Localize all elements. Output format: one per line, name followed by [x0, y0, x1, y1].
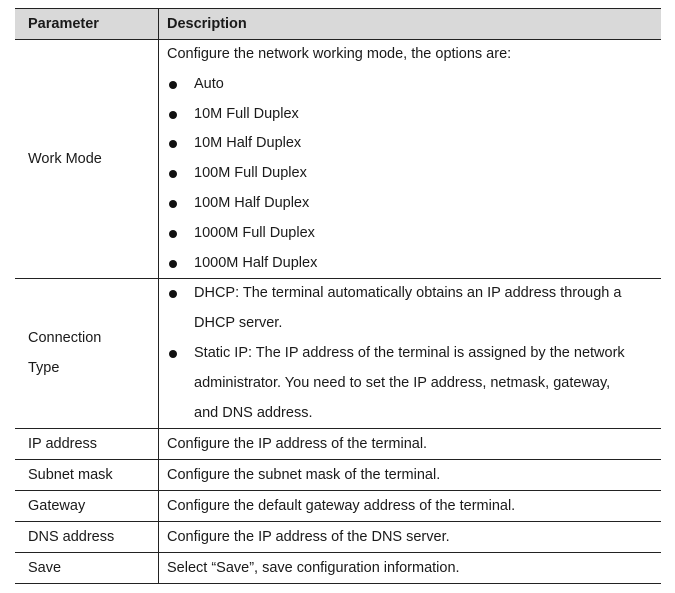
table-row: [15, 522, 661, 553]
list-item-dhcp-cont: DHCP server.: [194, 315, 283, 332]
param-cell: Save: [15, 553, 159, 584]
list-item: 100M Full Duplex: [167, 159, 661, 189]
list-item: 1000M Full Duplex: [167, 219, 661, 249]
table-row: [15, 553, 661, 584]
table-row: [15, 491, 661, 522]
desc-connection-type: [159, 279, 662, 429]
list-item-static: Static IP: The IP address of the terminal is assigned by the network: [167, 339, 661, 369]
list-item-static-cont: administrator. You need to set the IP address, netmask, gateway,: [194, 374, 611, 391]
desc-work-mode: [159, 40, 662, 279]
param-connection-line1: Connection: [28, 330, 102, 347]
list-item: 10M Half Duplex: [167, 129, 661, 159]
work-mode-intro: Configure the network working mode, the options are:: [167, 46, 512, 62]
table-row: [15, 460, 661, 491]
table-header-row: [15, 9, 661, 40]
table-row-connection-type: [15, 279, 661, 429]
list-item: 10M Full Duplex: [167, 100, 661, 130]
desc-cell: Configure the IP address of the DNS server.: [167, 529, 450, 546]
desc-cell: Select “Save”, save configuration information.: [167, 560, 460, 577]
list-item: 100M Half Duplex: [167, 189, 661, 219]
param-cell: Subnet mask: [15, 460, 159, 491]
header-parameter: Parameter: [15, 9, 159, 40]
param-connection-line2: Type: [28, 359, 60, 376]
header-description: Description: [159, 9, 662, 40]
desc-cell: Configure the subnet mask of the terminal.: [167, 467, 441, 484]
table-row-work-mode: [15, 40, 661, 279]
list-item-static-cont: and DNS address.: [194, 404, 313, 421]
param-cell: IP address: [15, 429, 159, 460]
list-item: Auto: [167, 70, 661, 100]
list-item: 1000M Half Duplex: [167, 249, 661, 279]
desc-cell: Configure the default gateway address of the terminal.: [167, 498, 516, 515]
parameter-table: [15, 8, 661, 584]
param-cell: Gateway: [15, 491, 159, 522]
list-item-dhcp: DHCP: The terminal automatically obtains an IP address through a: [167, 279, 661, 309]
table-row: [15, 429, 661, 460]
param-work-mode: Work Mode: [15, 40, 159, 279]
desc-cell: Configure the IP address of the terminal.: [167, 436, 428, 453]
param-connection-type: [15, 279, 159, 429]
param-cell: DNS address: [15, 522, 159, 553]
